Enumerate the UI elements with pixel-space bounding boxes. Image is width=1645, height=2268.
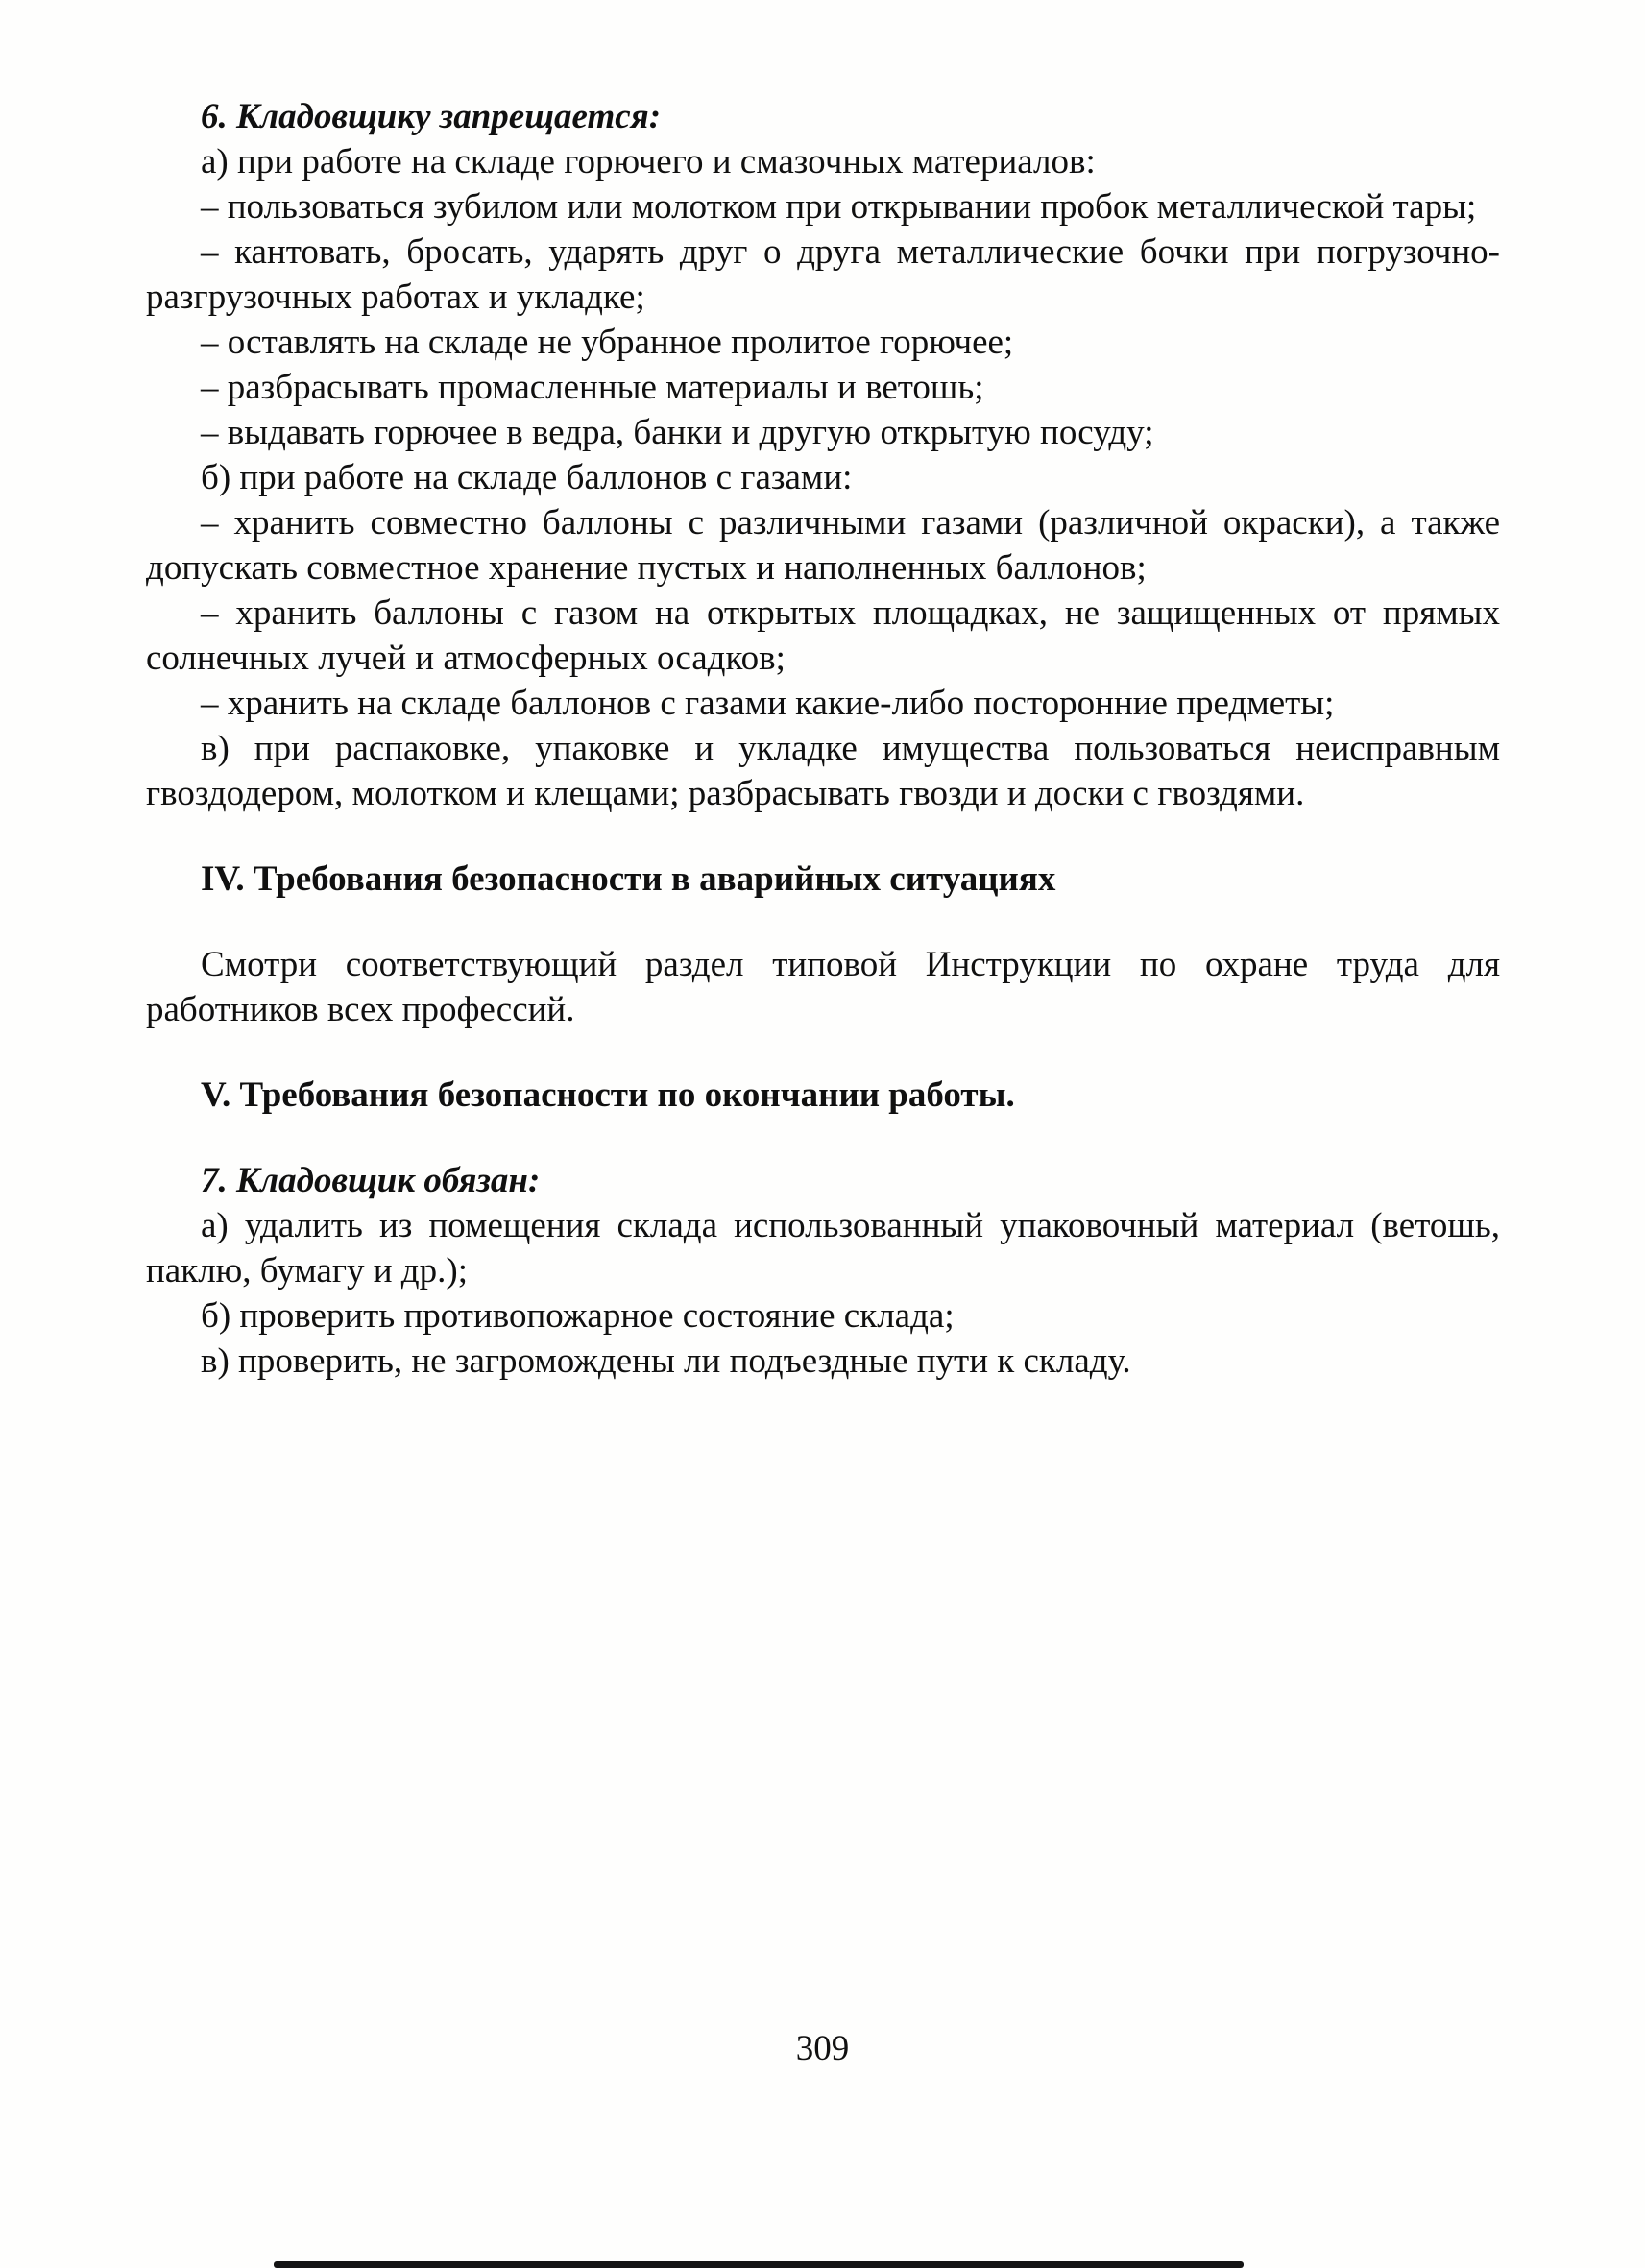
paragraph: б) при работе на складе баллонов с газами:	[201, 458, 853, 497]
paragraph: в) при распаковке, упаковке и укладке имущества пользоваться неисправным гвоздодером, молотком и клещами; разбрасывать гвозди и доски с гвоздями.	[146, 729, 1500, 813]
section-heading: IV. Требования безопасности в аварийных ситуациях	[201, 859, 1056, 899]
page-number: 309	[795, 2029, 850, 2068]
paragraph: в) проверить, не загромождены ли подъездные пути к складу.	[201, 1341, 1131, 1381]
paragraph: а) удалить из помещения склада использованный упаковочный материал (ветошь, паклю, бумагу и др.);	[146, 1206, 1500, 1291]
paragraph: – оставлять на складе не убранное пролитое горючее;	[201, 323, 1014, 362]
paragraph: 6. Кладовщику запрещается:	[201, 97, 662, 136]
section-heading: V. Требования безопасности по окончании работы.	[201, 1075, 1015, 1115]
paragraph: а) при работе на складе горючего и смазочных материалов:	[201, 142, 1096, 181]
paragraph: – хранить совместно баллоны с различными газами (различной окраски), а также допускать совместное хранение пустых и наполненных баллонов;	[146, 503, 1500, 588]
paragraph: – пользоваться зубилом или молотком при открывании пробок металлической тары;	[201, 187, 1477, 227]
paragraph: – выдавать горючее в ведра, банки и другую открытую посуду;	[201, 413, 1154, 452]
paragraph: Смотри соответствующий раздел типовой Инструкции по охране труда для работников всех профессий.	[146, 945, 1500, 1029]
paragraph: – хранить баллоны с газом на открытых площадках, не защищенных от прямых солнечных лучей и атмосферных осадков;	[146, 593, 1500, 678]
text-block	[146, 94, 1500, 1384]
paragraph: б) проверить противопожарное состояние склада;	[201, 1296, 955, 1336]
paragraph: – хранить на складе баллонов с газами какие-либо посторонние предметы;	[201, 684, 1335, 723]
scan-edge-artifact	[274, 2261, 1244, 2268]
paragraph: 7. Кладовщик обязан:	[201, 1161, 541, 1200]
paragraph: – кантовать, бросать, ударять друг о друга металлические бочки при погрузочно-разгрузочных работах и укладке;	[146, 232, 1500, 317]
paragraph: – разбрасывать промасленные материалы и ветошь;	[201, 368, 984, 407]
